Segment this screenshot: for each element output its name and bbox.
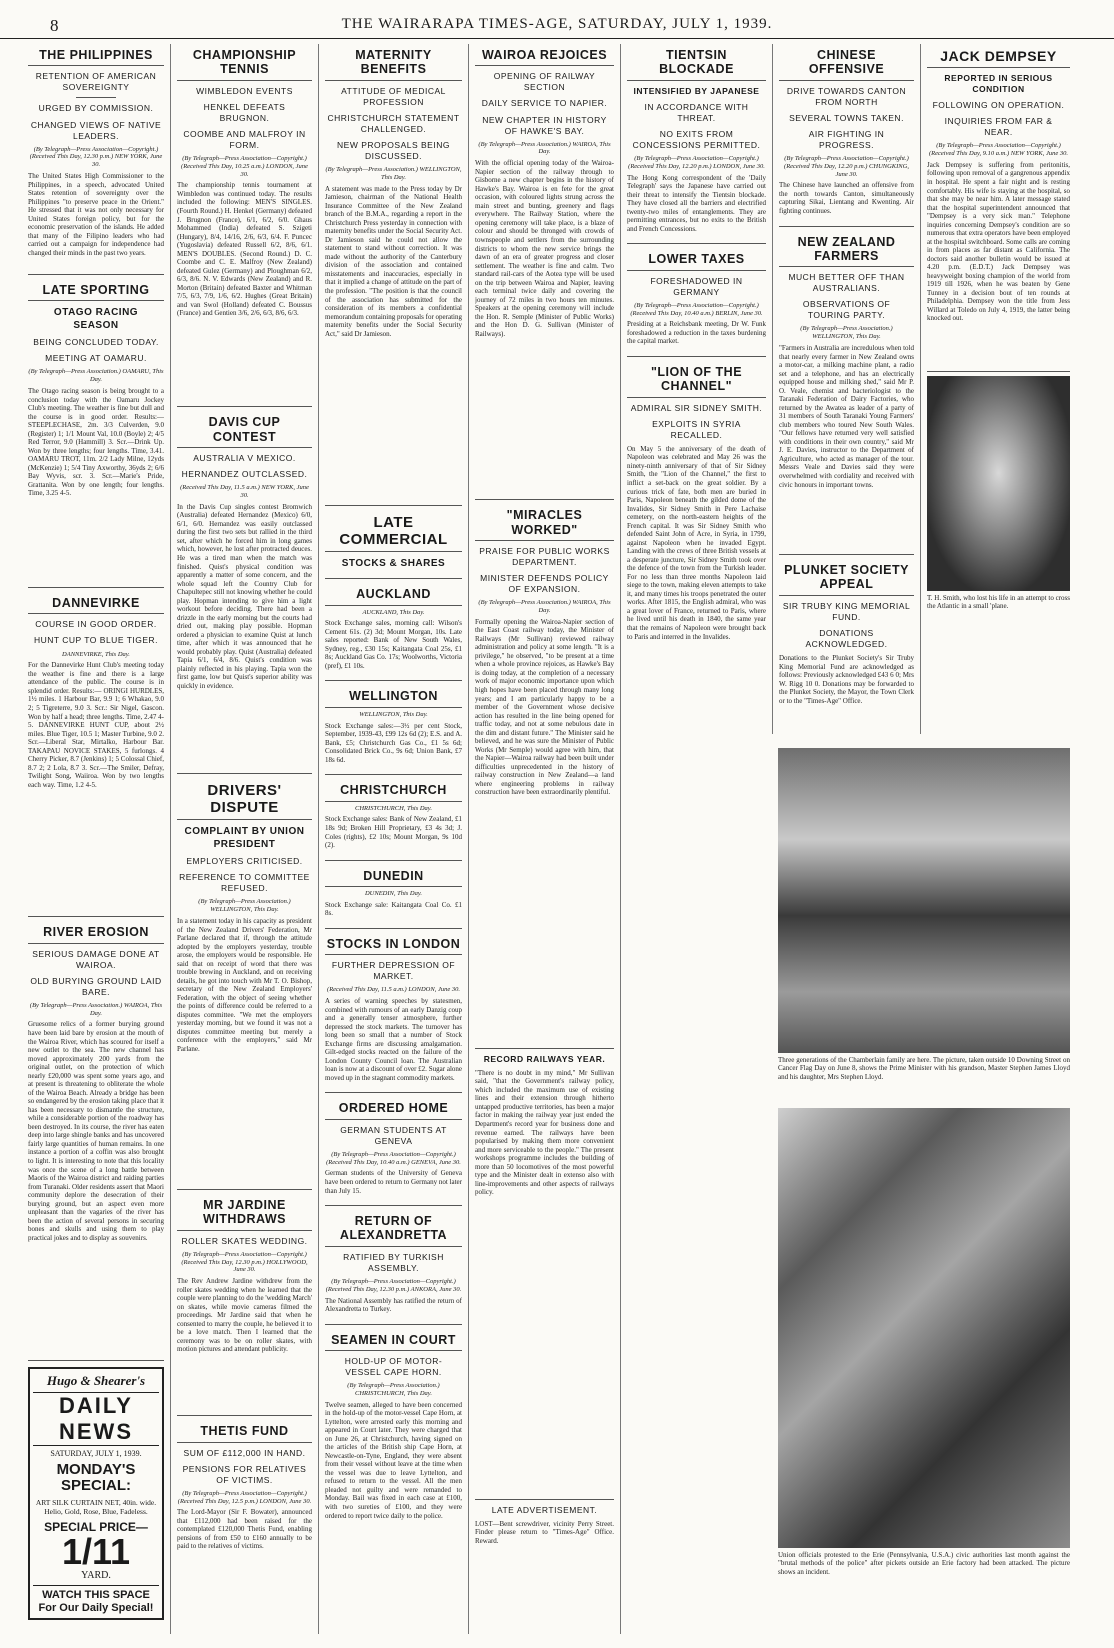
subhead: AIR FIGHTING IN PROGRESS. [808, 128, 885, 150]
subhead: FORESHADOWED IN GERMANY [650, 275, 743, 297]
subhead: URGED BY COMMISSION. [38, 103, 154, 114]
subhead: REFERENCE TO COMMITTEE REFUSED. [179, 872, 310, 894]
byline: (By Telegraph—Press Association.) WAIROA, This Day. [478, 599, 611, 614]
article-body: On May 5 the anniversary of the death of Napoleon was celebrated and May 26 was the ninety-ninth anniversary of that of Sir Sidney Smith, the "Lion of the Channel," the first to inflict a set-back on the great soldier. By a curious trick of fate, both men are buried in Paris, Napoleon beneath the gilded dome of the Invalides, Sir Sidney Smith in Pere Lachaise cemetery, on the north-eastern heights of the French capital. It was Sir Sidney Smith who defended Saint John of Acre, in Syria, in 1799, against Napoleon when he invaded Egypt. Landing with the crews of three British vessels at a desperate juncture, Sir Sidney Smith took over the defence of the town from the Turkish leader. For no less than three months Napoleon laid siege to the town, making eleven attempts to take it, and many times his troops penetrated the outer works. After 1815, the English admiral, who was a great lover of France, returned to Paris, where he lived until his death in 1840, the same year that the remains of Napoleon were brought back to Paris and interred in the Invalides. [627, 444, 766, 641]
subhead: NEW PROPOSALS BEING DISCUSSED. [337, 139, 450, 161]
subhead: GERMAN STUDENTS AT GENEVA [340, 1124, 447, 1146]
story-thetis-fund [177, 1420, 312, 1561]
story-ordered-home [325, 1097, 462, 1206]
subhead: EMPLOYERS CRITICISED. [186, 856, 303, 867]
article-body: German students of the University of Geneva have been ordered to return to Germany not later than July 15. [325, 1169, 462, 1195]
article-body: The Otago racing season is being brought to a conclusion today with the Oamaru Jockey Club's meeting. The weather is fine but dull and the course is in good order. Results:— STEEPLECHASE, 2m. 3/3 Culverden, 9.0 (Register) 1; 1/1 Mount Val, 10.0 (Boyle) 2; 4/5 Red Terror, 9.0 (Hammill) 3. Scr.—Drink Up. Won by three lengths; four lengths. Time, 3.41. OAMARU TROT, 11m. 2/2 Lady Milne, 12yds (McKenzie) 1; 5/4 Tiny Axworthy, 36yds 2; 6/6 Bay Wyvis, scr. 3. Scr.—Marie's Pride, Grattanita. Won by one length; four lengths. Time, 3.25 4-5. [28, 387, 164, 498]
story-seamen-in-court [325, 1329, 462, 1531]
story-championship-tennis [177, 44, 312, 407]
classified-ad: LOST—Bent screwdriver, vicinity Perry Street. Finder please return to "Times-Age" Office. Reward. [475, 1519, 614, 1545]
daily-news-advertisement [28, 1367, 164, 1620]
article-body: The National Assembly has ratified the return of Alexandretta to Turkey. [325, 1296, 462, 1314]
subhead: SUM OF £112,000 IN HAND. [183, 1447, 306, 1458]
subhead: SIR TRUBY KING MEMORIAL FUND. [782, 600, 911, 622]
article-body: Formally opening the Wairoa-Napier section of the East Coast railway today, the Minister of Railways (Mr Sullivan) reviewed railway administration and policy at some length. "It is a privilege," he observed, "to be present at a time when a whole province rejoices, as Hawke's Bay is doing today, at the completion of a necessary work of major economic importance upon which high hopes have been placed through many long years; and I am particularly happy to be a member of the Government whose decisive action has resulted in the line being opened for traffic today, and not at some nebulous date in the dim and distant future." The Minister said he believed, and he was sure the Minister of Public Works (Mr Semple) would agree with him, that the Napier—Wairoa railway had been built under difficulties unprecedented in the history of railway construction in New Zealand—a land where engineering problems in railway construction have been extraordinarily plentiful. [475, 617, 614, 797]
headline: RIVER EROSION [28, 921, 164, 943]
subhead: FOLLOWING ON OPERATION. [932, 100, 1065, 111]
story-wairoa-rejoices [475, 44, 614, 500]
headline: DUNEDIN [325, 865, 462, 887]
headline: LATE SPORTING [28, 279, 164, 301]
subhead: AUSTRALIA V MEXICO. [193, 453, 296, 464]
subhead: COOMBE AND MALFROY IN FORM. [183, 128, 306, 150]
subhead: HUNT CUP TO BLUE TIGER. [33, 635, 159, 646]
story-mr-jardine [177, 1194, 312, 1416]
article-body: The championship tennis tournament at Wimbledon was continued today. The results included the following: MEN'S SINGLES. (Fourth Round.) H. Henkel (Germany) defeated J. Brugnon (France), 6/1, 6/2, 6/0. Ghaus Mohammed (India) defeated S. Szigeti (Hungary), 8/4, 14/16, 2/6, 6/3, 6/4. F. Puncec (Yugoslavia) defeated Russell 6/2, 8/6, 6/1. MEN'S DOUBLES. (Second Round.) D. C. Coombe and C. E. Malfroy (New Zealand) defeated Gulez (Germany) and Ploughman 6/2, 6/3, 8/6. N. V. Edwards (New Zealand) and R. Morton (Britain) defeated Baxter and Whitman 7/5, 6/3, 7/9, 1/6, 6/2. Hughes (Great Britain) and van Swol (Holland) defeated C. Boussus (France) and Gentien 3/6, 2/6, 6/3, 8/6, 6/3. [177, 181, 312, 318]
byline: (By Telegraph—Press Association.) OAMARU, This Day. [28, 368, 164, 384]
ad-price-label: SPECIAL PRICE— [44, 1519, 148, 1534]
byline: (By Telegraph—Press Association—Copyright.) (Received This Day, 10.40 a.m.) GENEVA, June 30. [326, 1150, 461, 1166]
byline: DUNEDIN, This Day. [364, 889, 423, 897]
article-body: "Farmers in Australia are incredulous when told that nearly every farmer in New Zealand owns a motor-car, a milking machine plant, a radio set and a telephone, and has an electrically equipped house and milking shed," said Mr P. O. Veale, chemist and bacteriologist to the Taranaki Federation of Dairy Factories, who returned by the Awatea as leader of a party of 31 members of South Taranaki Young Farmers' club members who toured New South Wales. "Our fellows have returned very well satisfied with conditions in their own country," said Mr J. E. Davies, instructor to the Department of Agriculture, who acted as manager of the tour. Messrs Veale and Davies said they were overwhelmed with cordiality and received with civic honours in important towns. [779, 344, 914, 489]
subhead: FURTHER DEPRESSION OF MARKET. [331, 960, 456, 982]
headline: PLUNKET SOCIETY APPEAL [779, 559, 914, 596]
headline: CHRISTCHURCH [325, 779, 462, 801]
masthead [0, 10, 1114, 39]
wide-photo-block-1 [778, 744, 1070, 1087]
subhead: DAILY SERVICE TO NAPIER. [481, 98, 608, 109]
story-lion-of-the-channel [627, 361, 766, 955]
subhead: BEING CONCLUDED TODAY. [33, 337, 159, 348]
article-body: Jack Dempsey is suffering from peritonitis, following upon removal of a gangrenous appendix in hospital. He spent a fair night and is resting comfortably. His wife is staying at the hospital, so that she may be near him. A later message stated that the hospital superintendent announced that "Dempsey is a very sick man." Telephone inquiries concerning Dempsey's condition are so numerous that extra operators have been employed at the hospital switchboard. Some calls are coming in from places as far distant as California. The doctors said another bulletin would be issued at 4.20 p.m. (E.D.T.) Jack Dempsey was heavyweight boxing champion of the world from 1919 till 1926, when he was beaten by Gene Tunney in a decision bout of ten rounds at Philadelphia. Dempsey won the title from Jess Willard at Toledo on July 4, 1919, the latter being knocked out. [927, 160, 1070, 323]
story-record-railways [475, 1054, 614, 1500]
headline: "MIRACLES WORKED" [475, 504, 614, 541]
ad-price: 1/11 [61, 1530, 131, 1572]
byline: (Received This Day, 11.5 a.m.) NEW YORK, June 30. [180, 484, 309, 500]
subhead: CHANGED VIEWS OF NATIVE LEADERS. [30, 119, 162, 141]
headline: MATERNITY BENEFITS [325, 44, 462, 81]
article-body: Stock Exchange sales, morning call: Wilson's Cement 61s. (2) 3d; Mount Morgan, 10s. Late sales reported: Bank of New South Wales, Sydney, reg., £30 15s; Kaitangata Coal 25s, £1 8s; Auckland Gas Co. 17s; Woolworths, Victoria (pref), £1 10s. [325, 619, 462, 670]
byline: (By Telegraph—Press Association—Copyright.) (Received This Day, 12.30 p.m.) ANKORA, June 30. [325, 1277, 462, 1293]
byline: (Received This Day, 11.5 a.m.) LONDON, June 30. [327, 986, 460, 994]
story-new-zealand-farmers [779, 231, 914, 556]
subhead: MINISTER DEFENDS POLICY OF EXPANSION. [480, 573, 609, 595]
story-christchurch-shares [325, 779, 462, 860]
article-body: Stock Exchange sales: Bank of New Zealand, £1 18s 9d; Broken Hill Proprietary, £3 4s 3d; J. Coles (rights), £2 10s; Mount Morgan, 9s 10d (2). [325, 815, 462, 850]
headline: LATE COMMERCIAL [325, 510, 462, 553]
byline: (By Telegraph—Press Association—Copyright.) (Received This Day, 12.30 p.m.) NEW YORK, June 30. [29, 145, 163, 169]
article-body: "There is no doubt in my mind," Mr Sullivan said, "that the Government's railway policy, which included the maximum use of existing lines and their extension through hitherto untapped productive territories, has been a major factor in making the railway year just ended the Department's record year for business done and revenue earned. The railways have been popularised by making them more convenient and more serviceable to the people." The present workshops programme includes the building of more than 50 locomotives of the most powerful type and the Minister dealt in extenso also with line-improvements and other aspects of railways policy. [475, 1068, 614, 1197]
column-2 [170, 44, 318, 1634]
subhead: PENSIONS FOR RELATIVES OF VICTIMS. [182, 1463, 307, 1485]
headline: SEAMEN IN COURT [325, 1329, 462, 1351]
headline: WELLINGTON [325, 685, 462, 707]
ad-brand: Hugo & Shearer's [46, 1373, 146, 1389]
subhead: RETENTION OF AMERICAN SOVEREIGNTY [35, 71, 157, 93]
byline: (By Telegraph—Press Association—Copyright.) (Received This Day, 12.20 p.m.) CHUNGKING, June 30. [784, 154, 909, 178]
column-4 [468, 44, 620, 1634]
story-philippines [28, 44, 164, 275]
article-body: The Lord-Mayor (Sir F. Bowater), announced that £112,000 had been raised for the contemplated £120,000 Thetis Fund, enabling pensions of from £50 to £160 annually to be paid to the relatives of victims. [177, 1508, 312, 1551]
subhead: RATIFIED BY TURKISH ASSEMBLY. [343, 1251, 444, 1273]
subhead: CHRISTCHURCH STATEMENT CHALLENGED. [327, 112, 460, 134]
subhead: ROLLER SKATES WEDDING. [181, 1235, 308, 1246]
wide-photo-block-2 [778, 1104, 1070, 1582]
erie-pickets-photo [778, 1108, 1070, 1548]
portrait-photo [927, 376, 1070, 591]
subhead: INTENSIFIED BY JAPANESE [633, 85, 760, 96]
byline: AUCKLAND, This Day. [362, 608, 425, 616]
byline: CHRISTCHURCH, This Day. [355, 804, 432, 812]
headline: ORDERED HOME [325, 1097, 462, 1119]
headline: THETIS FUND [177, 1420, 312, 1442]
story-miracles-worked [475, 504, 614, 1049]
column-1 [22, 44, 170, 1634]
subhead: RECORD RAILWAYS YEAR. [483, 1053, 606, 1064]
story-wellington-shares [325, 685, 462, 775]
masthead-title: THE WAIRARAPA TIMES-AGE, SATURDAY, JULY 1, 1939. [341, 16, 773, 32]
byline: (By Telegraph—Press Association.) WELLINGTON, This Day. [325, 166, 462, 181]
story-river-erosion [28, 921, 164, 1361]
ad-special: MONDAY'S SPECIAL: [56, 1461, 136, 1495]
photo-caption: Three generations of the Chamberlain family are here. The picture, taken outside 10 Downing Street on Cancer Flag Day on June 8, shows the Prime Minister with his grandson, Master Stephen James Lloyd and his daughter, Mrs Stephen Lloyd. [778, 1056, 1070, 1081]
subhead: NO EXITS FROM CONCESSIONS PERMITTED. [632, 128, 761, 150]
article-body: The United States High Commissioner to the Philippines, in a speech, advocated United States retention of sovereignty over the Philippines "to preserve peace in the Orient." He stressed that it was not only necessary for United States foreign policy, but for the economic preservation of the islands. He added that many of the Filipino leaders who had carried out a campaign for independence had changed their minds in the past two years. [28, 172, 164, 257]
subhead: COMPLAINT BY UNION PRESIDENT [184, 826, 305, 851]
subhead: EXPLOITS IN SYRIA RECALLED. [652, 418, 741, 440]
byline: (By Telegraph—Press Association.) WAIROA, This Day. [29, 1001, 163, 1017]
subhead: OTAGO RACING SEASON [53, 307, 139, 332]
photo-caption: T. H. Smith, who lost his life in an attempt to cross the Atlantic in a small 'plane. [927, 593, 1070, 611]
story-auckland-shares [325, 583, 462, 681]
headline: DAVIS CUP CONTEST [177, 411, 312, 448]
ad-unit: YARD. [81, 1569, 111, 1581]
subhead: IN ACCORDANCE WITH THREAT. [644, 101, 749, 123]
subhead: SERIOUS DAMAGE DONE AT WAIROA. [32, 948, 160, 970]
subhead: MEETING AT OAMARU. [45, 353, 147, 364]
article-body: Stock Exchange sales:—3½ per cent Stock, September, 1939-43, £99 12s 6d (2); E.S. and A. Bank, £5; Christchurch Gas Co., £1 5s 6d; Consolidated Brick Co., 9s 6d; Union Bank, £7 18s 6d. [325, 721, 462, 764]
byline: (By Telegraph—Press Association.) WAIROA, This Day. [478, 140, 611, 156]
article-body: The Rev Andrew Jardine withdrew from the roller skates wedding when he learned that the couple were planning to do the 'wedding March' on skates, while movie cameras filmed the proceedings. Mr Jardine said that when he consented to marry the couple, he believed it to be a love match. Then I learned that the ceremony was to be on roller skates, with motion pictures and attendant publicity. [177, 1277, 312, 1354]
photo-caption: Union officials protested to the Erie (Pennsylvania, U.S.A.) civic authorities last month against the "brutal methods of the police" after pickets outside an Erie factory had been attacked. The picture shows an incident. [778, 1551, 1070, 1576]
article-body: Stock Exchange sale: Kaitangata Coal Co. £1 8s. [325, 900, 462, 918]
headline: NEW ZEALAND FARMERS [779, 231, 914, 268]
story-late-commercial [325, 510, 462, 580]
subhead: SEVERAL TOWNS TAKEN. [789, 112, 904, 123]
ad-title: DAILY NEWS [33, 1392, 159, 1446]
byline: (By Telegraph—Press Association—Copyright.) (Received This Day, 10.40 a.m.) BERLIN, June 30. [630, 301, 763, 317]
headline: TIENTSIN BLOCKADE [627, 44, 766, 81]
story-alexandretta [325, 1210, 462, 1325]
article-body: Twelve seamen, alleged to have been concerned in the hold-up of the motor-vessel Cape Horn, at Lyttelton, were arrested early this morning and appeared in Court later. They were charged that on June 26, at Christchurch, having signed on the articles of the British ship Cape Horn, at Newcastle-on-Tyne, England, they were absent from their vessel without leave at the time when the vessel was due to leave Lyttelton, and refused to return to the vessel. All the men pleaded not guilty and were remanded to Monday. Bail was fixed in each case at £100, with two sureties of £100, and they were ordered to report twice daily to the police. [325, 1400, 462, 1520]
column-6 [772, 44, 920, 734]
article-body: A statement was made to the Press today by Dr Jamieson, chairman of the National Health Insurance Committee of the New Zealand branch of the B.M.A., regarding a report in the Christchurch Press yesterday in connection with maternity benefits under the Social Security Act. Dr Jamieson said he could not allow the statement to stand without correction. It was made without the authority of the Canterbury division of the association and contained misstatements and inaccuracies, especially in that it implied a change of attitude on the part of the profession. "The position is that the council of the association has submitted for the consideration of its members a confidential memorandum containing proposals for operating maternity benefits under the Social Security Act," said Dr Jamieson. [325, 184, 462, 338]
subhead: ADMIRAL SIR SIDNEY SMITH. [630, 402, 763, 413]
subhead: HERNANDEZ OUTCLASSED. [181, 469, 308, 480]
columns [22, 44, 1114, 1634]
headline: DRIVERS' DISPUTE [177, 778, 312, 821]
subhead: OBSERVATIONS OF TOURING PARTY. [802, 299, 891, 321]
article-body: Gruesome relics of a former burying ground have been laid bare by erosion at the mouth of the Wairoa River, which has scoured for itself a new outlet to the sea. The new channel has moved approximately 200 yards from the original outlet, on the protection of which nearly £20,000 was spent some years ago, and at present is threatening to obliterate the whole of the Wairoa Beach. Already a bridge has been so endangered by the erosion taking place that it has been necessary to dismantle the structure, while a considerable portion of the roadway has been destroyed. In its course, the river has eaten deep into large shingle banks and has uncovered fairly large quantities of human remains. In one instance a portion of a coffin was also brought to light. It is interesting to note that this locality was once the scene of a long battle between Maoris of the Wairoa district and raiding parties from Turanaki. Older residents assert that Maori community deplore the desecration of their burying ground, but an aspect even more unpleasant than the vagaries of the river has been the action of several persons in securing bones and skulls and using them to play practical jokes and to display as souvenirs. [28, 1020, 164, 1242]
byline: (By Telegraph—Press Association.) CHRISTCHURCH, This Day. [347, 1382, 440, 1397]
headline: CHAMPIONSHIP TENNIS [177, 44, 312, 81]
subhead: OPENING OF RAILWAY SECTION [493, 71, 596, 93]
page-number: 8 [50, 16, 59, 35]
subhead: REPORTED IN SERIOUS CONDITION [944, 73, 1053, 95]
byline: (By Telegraph—Press Association—Copyright.) (Received This Day, 10.25 a.m.) LONDON, June 30. [181, 154, 308, 178]
byline: (By Telegraph—Press Association—Copyright.) (Received This Day, 12.5 p.m.) LONDON, June 30. [177, 1489, 312, 1505]
byline: (By Telegraph—Press Association.) WELLINGTON, This Day. [800, 325, 893, 341]
headline: WAIROA REJOICES [475, 44, 614, 66]
ad-date: SATURDAY, JULY 1, 1939. [50, 1449, 142, 1459]
subhead: STOCKS & SHARES [341, 558, 446, 570]
headline: DANNEVIRKE [28, 592, 164, 614]
ad-watch: WATCH THIS SPACE For Our Daily Special! [33, 1585, 159, 1614]
subhead: MUCH BETTER OFF THAN AUSTRALIANS. [788, 272, 905, 294]
article-body: In the Davis Cup singles contest Bromwich (Australia) defeated Hernandez (Mexico) 6/0, 6/1, 6/0. Hernandez was easily outclassed during the first two sets but rallied in the third set, after which he forced him in long games which, however, he lost after protracted deuces. He was a tired man when the match was finished. Quist's physical condition was apparently a matter of some concern, and the whole squad left the Country Club for Chapultepec still not knowing whether he could play. Hopman intending to give him a light workout before deciding. There had been a drizzle in the early morning but the courts had dried out, making play possible. Hopman ordered a physician to examine Quist at lunch time, after which it was announced that he would probably play. Quist (Australia) defeated Tapia 6/1, 6/4, 8/6. Quist's condition was plainly reflected in his playing. Tapia won the first game, low but Quist's superior ability was quickly in evidence. [177, 502, 312, 690]
story-maternity-benefits [325, 44, 462, 506]
byline: (By Telegraph—Press Association.) WELLINGTON, This Day. [198, 898, 291, 914]
subhead: HOLD-UP OF MOTOR-VESSEL CAPE HORN. [344, 1355, 443, 1377]
article-body: With the official opening today of the Wairoa-Napier section of the railway through to Gisborne a new chapter begins in the history of Hawke's Bay. Wairoa is en fete for the great occasion, with coloured lights strung across the main street and bunting, greenery and flags everywhere. The Railway Station, where the opening ceremony will take place, is a blaze of colour and should be thronged with crowds of townspeople and settlers from the surrounding districts to whom the new service brings the dawn of an era of greater progress and closer settlement. The weather is fine and calm. Two standard rail-cars of the Aotea type will be used on the trip between Wairoa and Napier, leaving each terminal twice daily and covering the journey of 72 miles in two hours ten minutes. Speakers at the opening ceremony will include the Hon. R. Semple (Minister of Public Works) and the Hon D. G. Sullivan (Minister of Railways). [475, 159, 614, 338]
story-stocks-london [325, 933, 462, 1094]
ad-item: ART SILK CURTAIN NET, 40in. wide. Helio, Gold, Rose, Blue, Fadeless. [35, 1497, 157, 1516]
headline: THE PHILIPPINES [28, 44, 164, 66]
subhead: DRIVE TOWARDS CANTON FROM NORTH [786, 85, 907, 107]
article-body: The Hong Kong correspondent of the 'Daily Telegraph' says the Japanese have carried out their threat to intensify the Tientsin blockade. They have closed all the barriers and electrified twenty-two miles of entanglements. They are permitting entrances, but no exits to the British and French Concessions. [627, 173, 766, 233]
subhead: PRAISE FOR PUBLIC WORKS DEPARTMENT. [479, 545, 610, 567]
subhead: WIMBLEDON EVENTS [196, 85, 293, 96]
headline: STOCKS IN LONDON [325, 933, 462, 955]
headline: MR JARDINE WITHDRAWS [177, 1194, 312, 1231]
chamberlain-family-photo [778, 748, 1070, 1053]
story-jack-dempsey [927, 44, 1070, 372]
article-body: Donations to the Plunket Society's Sir Truby King Memorial Fund are acknowledged as follows: Previously acknowledged £43 6 0; Mrs W. Rigg 10 0. Donations may be forwarded to the Plunket Society, the Mayor, the Town Clerk or to the "Times-Age" Office. [779, 653, 914, 705]
story-late-sporting [28, 279, 164, 588]
story-late-advertisement [475, 1505, 614, 1556]
byline: (By Telegraph—Press Association—Copyright.) (Received This Day, 9.10 a.m.) NEW YORK, June 30. [928, 142, 1068, 158]
column-5 [620, 44, 772, 1634]
article-body: The Chinese have launched an offensive from the north towards Canton, simultaneously capturing Sikai, Lientang and Kwenting. Air fighting continues. [779, 181, 914, 215]
article-body: In a statement today in his capacity as president of the New Zealand Drivers' Federation, Mr Parlane declared that if, through the attitude adopted by the employers yesterday, trouble arose, the employers would be responsible. He said that on receipt of word that there was trouble brewing in Auckland, and on receiving details, he got into touch with Mr T. O. Bishop, secretary of the New Zealand Employers' Federation, with the object of seeing whether the points of difference could be referred to a disputes committee. "We met the employers yesterday morning, but we found it was not a disputes committee meeting but merely a conference with the employers," said Mr Parlane. [177, 917, 312, 1054]
article-body: A series of warning speeches by statesmen, combined with rumours of an early Danzig coup and a generally tenser atmosphere, further depressed the stock markets. The turnover has long been so small that a number of Stock Exchange firms are discussing amalgamation. Gilt-edged stocks reacted on the failure of the London County Council loan. The Australian loan is now at a discount of over £2. Sugar alone moved up in the stagnant commodity markets. [325, 997, 462, 1082]
story-chinese-offensive [779, 44, 914, 227]
headline: RETURN OF ALEXANDRETTA [325, 1210, 462, 1247]
subhead: OLD BURYING GROUND LAID BARE. [30, 975, 162, 997]
story-tientsin-blockade [627, 44, 766, 244]
article-body: For the Dannevirke Hunt Club's meeting today the weather is fine and there is a large attendance of the public. The course is in splendid order. Results:— ORINGI HURDLES, 1½ miles. 1 Harbour Bar, 9.9 1; 6 Whakao, 9.0 2; 5 Tigreterre, 9.0 3. Scr.: Sir Nigel, Gascon. Won by half a head; three lengths. Time, 2.47 4-5. DANNEVIRKE HUNT CUP, about 2½ miles. Blue Tiger, 10.5 1; Master Turbine, 9.0 2. Scr.—Liberal Star, Mirtalko, Harbour Bar. TAKAPAU NOVICE STAKES, 5 furlongs. 4 Cherry Picker, 8.7 (Jenkins) 1; 5 Colossal Chief, 8.7 2; 2 Lola, 8.7 3. Scr.—The Smiler, Defray, Twilight Song, Waiiroa. Won by two lengths each way. Time, 1.2 4-5. [28, 661, 164, 789]
headline: "LION OF THE CHANNEL" [627, 361, 766, 398]
column-7 [920, 44, 1076, 734]
story-lower-taxes [627, 248, 766, 357]
subhead: NEW CHAPTER IN HISTORY OF HAWKE'S BAY. [482, 114, 607, 136]
headline: LOWER TAXES [627, 248, 766, 270]
story-davis-cup [177, 411, 312, 773]
headline: JACK DEMPSEY [927, 44, 1070, 68]
headline: AUCKLAND [325, 583, 462, 605]
byline: (By Telegraph—Press Association—Copyright.) (Received This Day, 12.20 p.m.) LONDON, June 30. [628, 154, 765, 170]
byline: DANNEVIRKE, This Day. [62, 650, 130, 658]
story-plunket-society [779, 559, 914, 715]
story-dannevirke [28, 592, 164, 917]
subhead: COURSE IN GOOD ORDER. [35, 619, 157, 630]
subhead: ATTITUDE OF MEDICAL PROFESSION [341, 85, 446, 107]
byline: WELLINGTON, This Day. [359, 710, 428, 718]
article-body: Presiding at a Reichsbank meeting, Dr W. Funk foreshadowed a reduction in the taxes burdening the capital market. [627, 320, 766, 346]
byline: (By Telegraph—Press Association—Copyright.) (Received This Day, 12.30 p.m.) HOLLYWOOD, June 30. [181, 1250, 308, 1274]
story-dunedin-shares [325, 865, 462, 929]
subhead: LATE ADVERTISEMENT. [491, 1504, 598, 1515]
headline: CHINESE OFFENSIVE [779, 44, 914, 81]
subhead: HENKEL DEFEATS BRUGNON. [203, 101, 286, 123]
column-3 [318, 44, 468, 1634]
subhead: INQUIRIES FROM FAR & NEAR. [944, 116, 1053, 138]
story-drivers-dispute [177, 778, 312, 1190]
subhead: DONATIONS ACKNOWLEDGED. [805, 627, 888, 649]
